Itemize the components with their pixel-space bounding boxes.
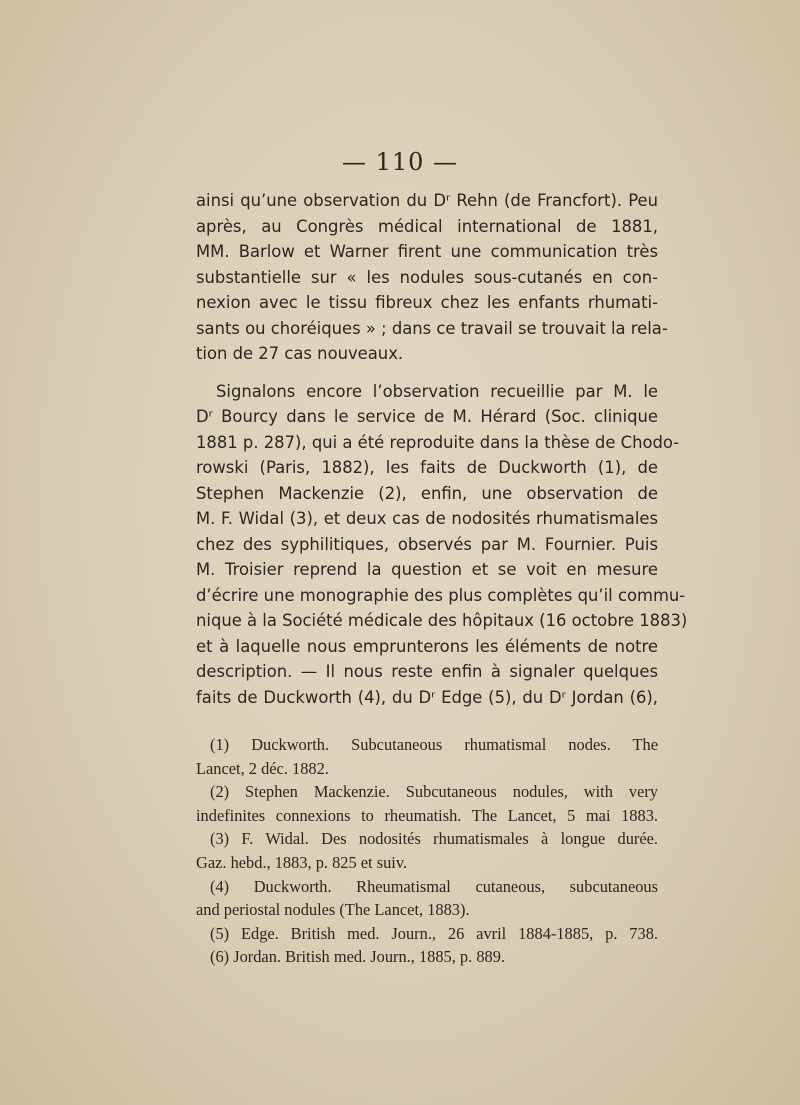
text-line: Dʳ Bourcy dans le service de M. Hérard (Soc. clinique [196,407,658,426]
footnote [196,827,658,874]
text-line: substantielle sur « les nodules sous-cutanés en con- [196,267,658,287]
text-line: Stephen Mackenzie (2), enfin, une observation de [196,483,658,503]
footnote-line: indefinites connexions to rheumatish. The Lancet, 5 mai 1883. [196,805,658,825]
footnote [196,780,658,827]
text-line: 1881 p. 287), qui a été reproduite dans la thèse de Chodo- [196,432,680,452]
text-line: description. — Il nous reste enfin à signaler quelques [196,662,658,681]
text-line: chez des syphilitiques, observés par M. Fournier. Puis [196,534,658,554]
text-line: nique à la Société médicale des hôpitaux (16 octobre 1883) [196,611,688,630]
footnote-line: (1) Duckworth. Subcutaneous rhumatismal nodes. The [210,735,658,754]
page-number: — 110 — [341,148,459,176]
footnotes [196,733,658,969]
footnote [196,875,658,922]
text-line: d’écrire une monographie des plus complètes qu’il commu- [196,585,686,605]
body-text [196,188,688,710]
footnote-line: Lancet, 2 déc. 1882. [196,758,329,778]
footnote-line: and periostal nodules (The Lancet, 1883). [196,900,470,920]
text-line: Signalons encore l’observation recueillie par M. le [216,381,658,401]
footnote-line: (4) Duckworth. Rheumatismal cutaneous, subcutaneous [210,876,658,896]
footnote-line: (6) Jordan. British med. Journ., 1885, p. 889. [210,947,506,967]
text-line: sants ou choréiques » ; dans ce travail se trouvait la rela- [196,318,668,338]
text-line: tion de 27 cas nouveaux. [196,344,404,363]
paragraph [196,379,688,711]
footnote-line: (2) Stephen Mackenzie. Subcutaneous nodules, with very [210,782,658,802]
footnote [196,733,658,780]
paragraph [196,188,668,367]
footnote-line: (3) F. Widal. Des nodosités rhumatismales à longue durée. [210,829,658,849]
footnote [196,945,658,969]
text-line: M. Troisier reprend la question et se voit en mesure [196,560,658,579]
footnote-line: (5) Edge. British med. Journ., 26 avril 1884-1885, p. 738. [210,923,658,943]
text-line: après, au Congrès médical international de 1881, [196,216,658,236]
text-line: et à laquelle nous emprunterons les éléments de notre [196,636,658,656]
text-line: MM. Barlow et Warner firent une communication très [196,242,658,261]
text-line: nexion avec le tissu fibreux chez les enfants rhumati- [196,293,658,312]
text-line: faits de Duckworth (4), du Dʳ Edge (5), du Dʳ Jordan (6), [196,687,658,707]
text-line: M. F. Widal (3), et deux cas de nodosités rhumatismales [196,509,658,528]
footnote [196,922,658,946]
text-line: rowski (Paris, 1882), les faits de Duckworth (1), de [196,458,658,477]
footnote-line: Gaz. hebd., 1883, p. 825 et suiv. [196,852,408,872]
text-line: ainsi qu’une observation du Dʳ Rehn (de Francfort). Peu [196,191,658,210]
